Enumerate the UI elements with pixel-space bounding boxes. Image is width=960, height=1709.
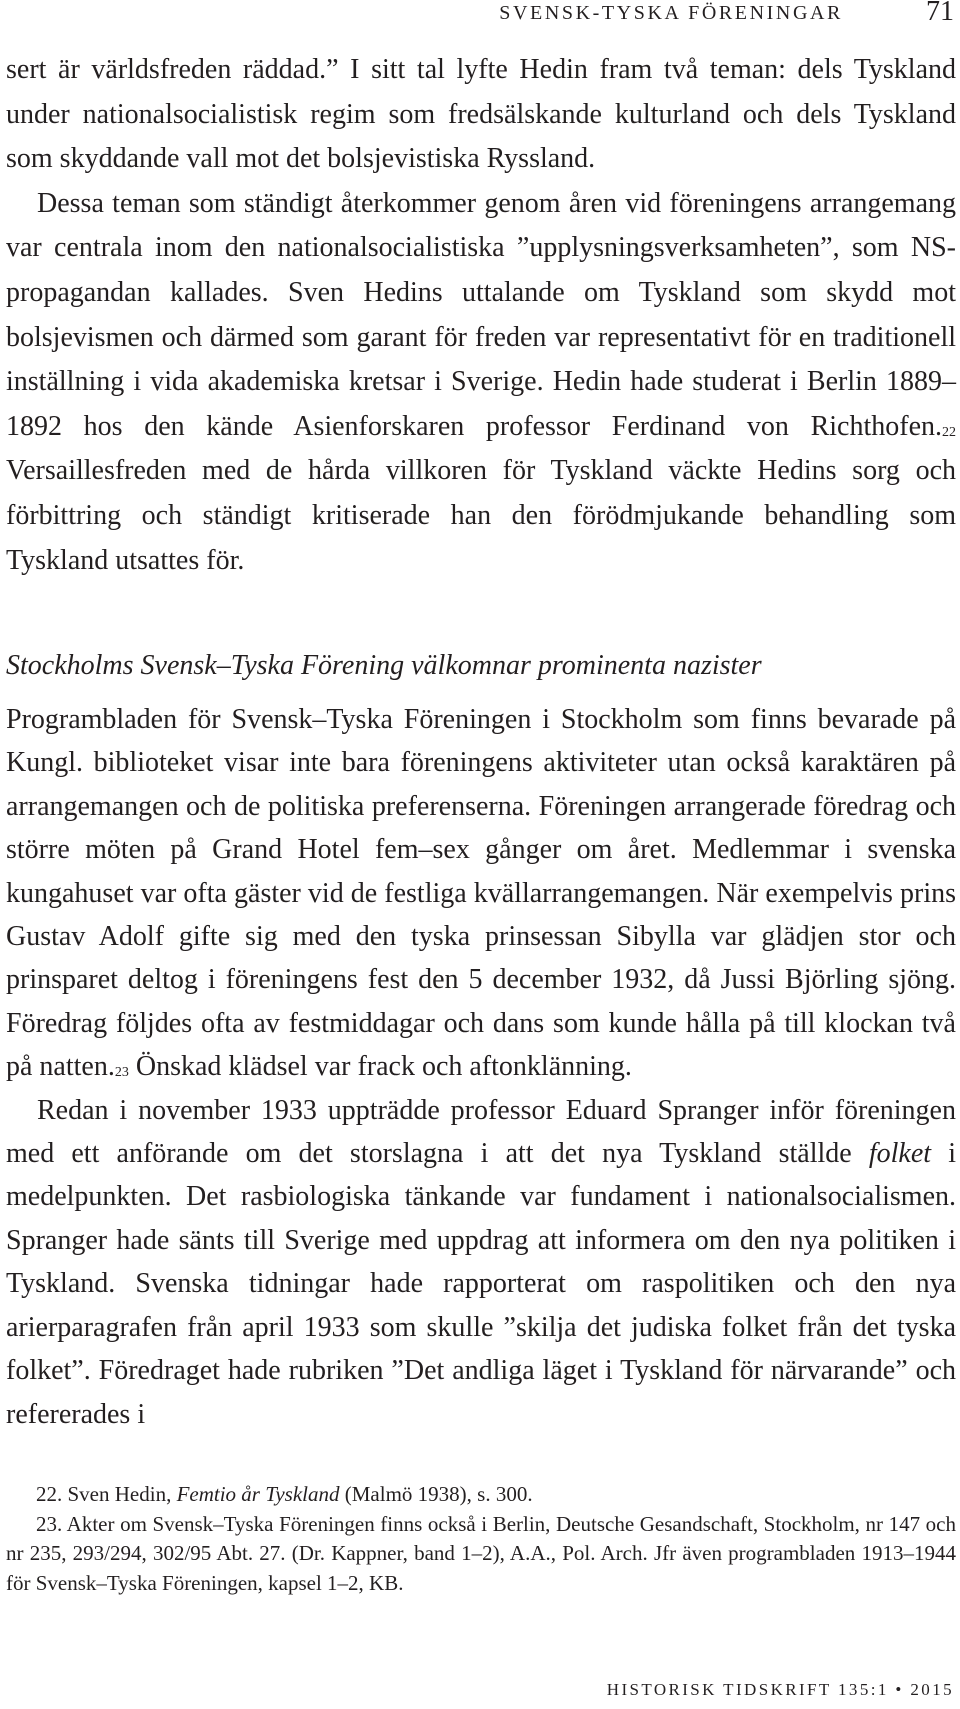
- footnote-text: (Malmö 1938), s. 300.: [339, 1482, 533, 1506]
- emphasis: folket: [868, 1138, 932, 1170]
- paragraph-text: Dessa teman som ständigt återkommer genom åren vid föreningens arrangemang var centrala inom den nationalsocialistiska ”upplysningsverksamheten”, som NS-propagandan kallades. Sven Hedins uttalande om Tyskland som skydd mot bolsjevismen och därmed som garant för freden var representativt för en traditionell inställning i vida akademiska kretsar i Sverige. Hedin hade studerat i Berlin 1889–1892 hos den kände Asienforskaren professor Ferdinand von Richthofen.: [6, 187, 956, 442]
- page-number: 71: [926, 0, 954, 27]
- footnote-text: Akter om Svensk–Tyska Föreningen finns också i Berlin, Deutsche Gesandschaft, Stockholm, nr 147 och nr 235, 293/294, 302/95 Abt. 27. (Dr. Kappner, band 1–2), A.A., Pol. Arch. Jfr även programbladen 1913–1944 för Svensk–Tyska Föreningen, kapsel 1–2, KB.: [6, 1511, 956, 1595]
- paragraph: [6, 182, 956, 583]
- footnote-ref-22[interactable]: 22: [942, 424, 956, 440]
- running-head: SVENSK-TYSKA FÖRENINGAR: [499, 2, 843, 24]
- page-header: [0, 0, 960, 40]
- paragraph-text: Programbladen för Svensk–Tyska Föreningen i Stockholm som finns bevarade på Kungl. biblioteket visar inte bara föreningens aktiviteter utan också karaktären på arrangemangen och de politiska preferenserna. Föreningen arrangerade föredrag och större möten på Grand Hotel fem–sex gånger om året. Medlemmar i svenska kungahuset var ofta gäster vid de festliga kvällarrangemangen. När exempelvis prins Gustav Adolf gifte sig med den tyska prinsessan Sibylla var glädjen stor och prinsparet deltog i föreningens fest den 5 december 1932, då Jussi Björling sjöng. Föredrag följdes ofta av festmiddagar och dans som kunde hålla på till klockan två på natten.: [6, 704, 956, 1083]
- footnotes: [6, 1480, 956, 1598]
- section-heading: Stockholms Svensk–Tyska Förening välkomnar prominenta nazister: [6, 650, 762, 681]
- footnote-ref-23[interactable]: 23: [114, 1065, 129, 1081]
- paragraph-text: Önskad klädsel var frack och aftonklänning.: [128, 1051, 632, 1083]
- footnote-22: [6, 1480, 956, 1510]
- paragraph-text: Versaillesfreden med de hårda villkoren för Tyskland väckte Hedins sorg och förbittring och ständigt kritiserade han den förödmjukande behandling som Tyskland utsattes för.: [6, 455, 956, 576]
- footnote-title: Femtio år Tyskland: [176, 1482, 340, 1506]
- paragraph: sert är världsfreden räddad.” I sitt tal lyfte Hedin fram två teman: dels Tyskland under nationalsocialistisk regim som fredsälskande kulturland och dels Tyskland som skyddande vall mot det bolsjevistiska Ryssland.: [6, 54, 956, 175]
- paragraph: [6, 698, 956, 1089]
- footnote-number: 23.: [36, 1511, 63, 1536]
- page-footer: HISTORISK TIDSKRIFT 135:1 • 2015: [606, 1680, 954, 1699]
- section-body: [6, 698, 956, 1436]
- footnote-number: 22.: [36, 1482, 63, 1506]
- footnote-text: Sven Hedin,: [62, 1482, 177, 1506]
- body-text: [6, 48, 956, 583]
- paragraph: [6, 1089, 956, 1436]
- footnote-23: [6, 1510, 956, 1599]
- paragraph-text: Redan i november 1933 uppträdde professor Eduard Spranger inför föreningen med ett anförande om det storslagna i att det nya Tyskland ställde: [6, 1094, 956, 1170]
- paragraph-text: i medelpunkten. Det rasbiologiska tänkande var fundament i nationalsocialismen. Spranger hade sänts till Sverige med uppdrag att informera om den nya politiken i Tyskland. Svenska tidningar hade rapporterat om raspolitiken och den nya arierparagrafen från april 1933 som skulle ”skilja det judiska folket från det tyska folket”. Föredraget hade rubriken ”Det andliga läget i Tyskland för närvarande” och refererades i: [6, 1138, 956, 1430]
